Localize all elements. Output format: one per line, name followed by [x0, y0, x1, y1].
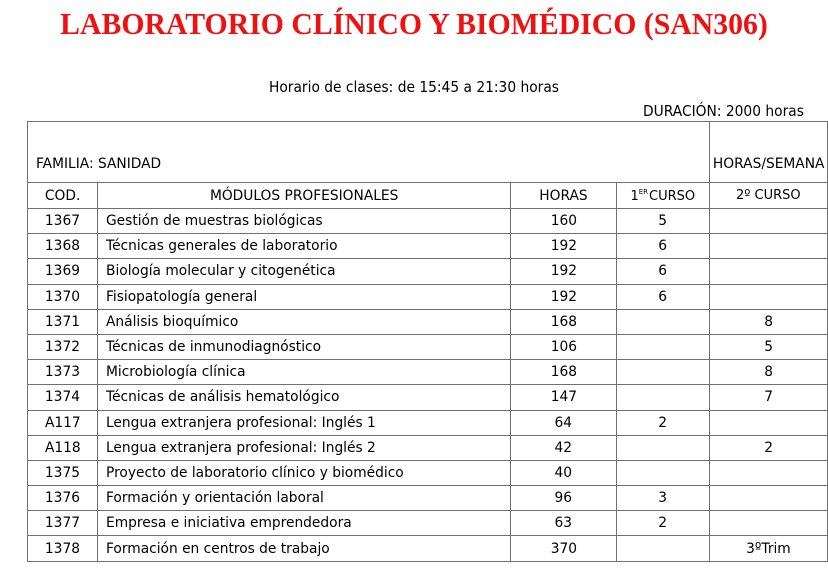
module-name: Análisis bioquímico — [98, 309, 510, 334]
col-header-course1: 1ERCURSO — [616, 183, 709, 209]
module-name: Formación y orientación laboral — [98, 486, 510, 511]
module-code: 1372 — [28, 334, 98, 359]
course1-weekly-hours: 6 — [616, 284, 709, 309]
course2-weekly-hours: 5 — [709, 334, 827, 359]
course2-weekly-hours: 7 — [709, 385, 827, 410]
module-hours: 42 — [510, 435, 616, 460]
course1-weekly-hours — [616, 360, 709, 385]
course2-weekly-hours: 2 — [709, 435, 827, 460]
col-header-hours: HORAS — [510, 183, 616, 209]
module-hours: 192 — [510, 259, 616, 284]
table-row — [28, 536, 828, 561]
module-name: Gestión de muestras biológicas — [98, 209, 510, 234]
module-name: Lengua extranjera profesional: Inglés 2 — [98, 435, 510, 460]
module-name: Técnicas de inmunodiagnóstico — [98, 334, 510, 359]
module-code: 1370 — [28, 284, 98, 309]
page-title: LABORATORIO CLÍNICO Y BIOMÉDICO (SAN306) — [60, 6, 768, 41]
family-row — [28, 122, 828, 183]
table-row — [28, 486, 828, 511]
table-row — [28, 460, 828, 485]
course1-weekly-hours: 2 — [616, 410, 709, 435]
course1-weekly-hours: 6 — [616, 259, 709, 284]
module-code: 1367 — [28, 209, 98, 234]
table-row — [28, 209, 828, 234]
module-code: 1373 — [28, 360, 98, 385]
module-code: A118 — [28, 435, 98, 460]
module-hours: 106 — [510, 334, 616, 359]
table-row — [28, 410, 828, 435]
module-name: Fisiopatología general — [98, 284, 510, 309]
course1-weekly-hours — [616, 309, 709, 334]
module-code: 1368 — [28, 234, 98, 259]
module-hours: 64 — [510, 410, 616, 435]
module-hours: 63 — [510, 511, 616, 536]
course1-weekly-hours: 6 — [616, 234, 709, 259]
module-hours: 370 — [510, 536, 616, 561]
course-duration: DURACIÓN: 2000 horas — [643, 102, 804, 120]
course2-weekly-hours — [709, 234, 827, 259]
table-row — [28, 511, 828, 536]
course2-weekly-hours — [709, 486, 827, 511]
course1-weekly-hours: 2 — [616, 511, 709, 536]
module-name: Lengua extranjera profesional: Inglés 1 — [98, 410, 510, 435]
course2-weekly-hours — [709, 284, 827, 309]
course2-weekly-hours — [709, 209, 827, 234]
module-name: Técnicas de análisis hematológico — [98, 385, 510, 410]
course2-weekly-hours: 3ºTrim — [709, 536, 827, 561]
module-code: A117 — [28, 410, 98, 435]
course1-weekly-hours — [616, 334, 709, 359]
course1-weekly-hours — [616, 385, 709, 410]
module-code: 1376 — [28, 486, 98, 511]
table-row — [28, 360, 828, 385]
module-name: Formación en centros de trabajo — [98, 536, 510, 561]
module-hours: 168 — [510, 360, 616, 385]
family-label: FAMILIA: SANIDAD — [28, 122, 710, 183]
module-hours: 192 — [510, 284, 616, 309]
module-hours: 192 — [510, 234, 616, 259]
module-name: Empresa e iniciativa emprendedora — [98, 511, 510, 536]
course2-weekly-hours — [709, 511, 827, 536]
course2-weekly-hours — [709, 259, 827, 284]
table-row — [28, 234, 828, 259]
module-name: Biología molecular y citogenética — [98, 259, 510, 284]
table-row — [28, 284, 828, 309]
module-code: 1374 — [28, 385, 98, 410]
module-code: 1371 — [28, 309, 98, 334]
module-code: 1377 — [28, 511, 98, 536]
table-row — [28, 435, 828, 460]
course1-weekly-hours — [616, 435, 709, 460]
table-row — [28, 385, 828, 410]
course2-weekly-hours: 8 — [709, 360, 827, 385]
module-name: Técnicas generales de laboratorio — [98, 234, 510, 259]
module-name: Proyecto de laboratorio clínico y biomédico — [98, 460, 510, 485]
course2-weekly-hours — [709, 460, 827, 485]
course1-weekly-hours: 3 — [616, 486, 709, 511]
course1-weekly-hours — [616, 460, 709, 485]
module-hours: 40 — [510, 460, 616, 485]
course2-weekly-hours — [709, 410, 827, 435]
module-code: 1375 — [28, 460, 98, 485]
column-header-row — [28, 183, 828, 209]
hours-per-week-header: HORAS/SEMANA — [709, 122, 827, 183]
table-row — [28, 334, 828, 359]
class-schedule: Horario de clases: de 15:45 a 21:30 horas — [268, 78, 560, 96]
col-header-module: MÓDULOS PROFESIONALES — [98, 183, 510, 209]
module-hours: 168 — [510, 309, 616, 334]
module-code: 1369 — [28, 259, 98, 284]
modules-table — [27, 121, 828, 562]
table-row — [28, 259, 828, 284]
col-header-code: COD. — [28, 183, 98, 209]
course2-weekly-hours: 8 — [709, 309, 827, 334]
col-header-course2: 2º CURSO — [709, 183, 827, 209]
module-hours: 160 — [510, 209, 616, 234]
table-row — [28, 309, 828, 334]
module-code: 1378 — [28, 536, 98, 561]
module-hours: 96 — [510, 486, 616, 511]
module-hours: 147 — [510, 385, 616, 410]
course1-weekly-hours: 5 — [616, 209, 709, 234]
course1-weekly-hours — [616, 536, 709, 561]
module-name: Microbiología clínica — [98, 360, 510, 385]
